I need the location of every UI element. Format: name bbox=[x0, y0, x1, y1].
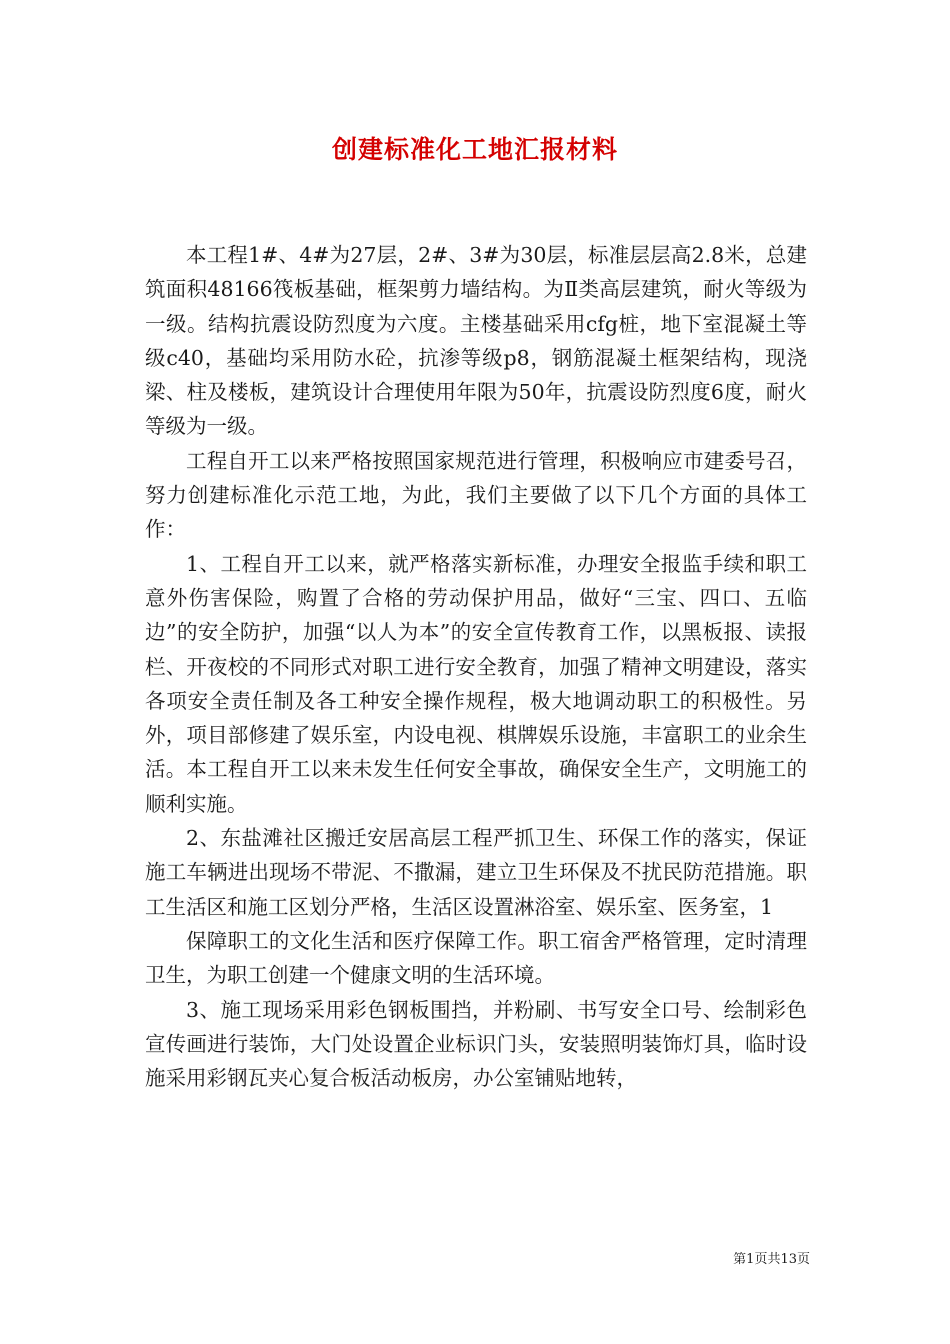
paragraph-living-environment: 保障职工的文化生活和医疗保障工作。职工宿舍严格管理，定时清理卫生，为职工创建一个健康文明的生活环境。 bbox=[145, 928, 807, 988]
document-title: 创建标准化工地汇报材料 bbox=[331, 135, 618, 164]
paragraph-management-intro: 工程自开工以来严格按照国家规范进行管理，积极响应市建委号召，努力创建标准化示范工地，为此，我们主要做了以下几个方面的具体工作： bbox=[145, 448, 807, 542]
paragraph-project-overview: 本工程1#、4#为27层，2#、3#为30层，标准层层高2.8米，总建筑面积48166筏板基础，框架剪力墙结构。为Ⅱ类高层建筑，耐火等级为一级。结构抗震设防烈度为六度。主楼基础采用cfg桩，地下室混凝土等级c40，基础均采用防水砼，抗渗等级p8，钢筋混凝土框架结构，现浇梁、柱及楼板，建筑设计合理使用年限为50年，抗震设防烈度6度，耐火等级为一级。 bbox=[145, 243, 807, 439]
document-body bbox=[145, 238, 807, 1095]
paragraph-item-1-safety: 1、工程自开工以来，就严格落实新标准，办理安全报监手续和职工意外伤害保险，购置了合格的劳动保护用品，做好“三宝、四口、五临边”的安全防护，加强“以人为本”的安全宣传教育工作，以黑板报、读报栏、开夜校的不同形式对职工进行安全教育，加强了精神文明建设，落实各项安全责任制及各工种安全操作规程，极大地调动职工的积极性。另外，项目部修建了娱乐室，内设电视、棋牌娱乐设施，丰富职工的业余生活。本工程自开工以来未发生任何安全事故，确保安全生产，文明施工的顺利实施。 bbox=[145, 551, 807, 816]
page-number: 第1页共13页 bbox=[733, 1252, 810, 1267]
paragraph-item-2-hygiene: 2、东盐滩社区搬迁安居高层工程严抓卫生、环保工作的落实，保证施工车辆进出现场不带泥、不撒漏，建立卫生环保及不扰民防范措施。职工生活区和施工区划分严格，生活区设置淋浴室、娱乐室、医务室，1 bbox=[145, 826, 807, 919]
paragraph-item-3-site: 3、施工现场采用彩色钢板围挡，并粉刷、书写安全口号、绘制彩色宣传画进行装饰，大门处设置企业标识门头，安装照明装饰灯具，临时设施采用彩钢瓦夹心复合板活动板房，办公室铺贴地转， bbox=[145, 997, 807, 1091]
